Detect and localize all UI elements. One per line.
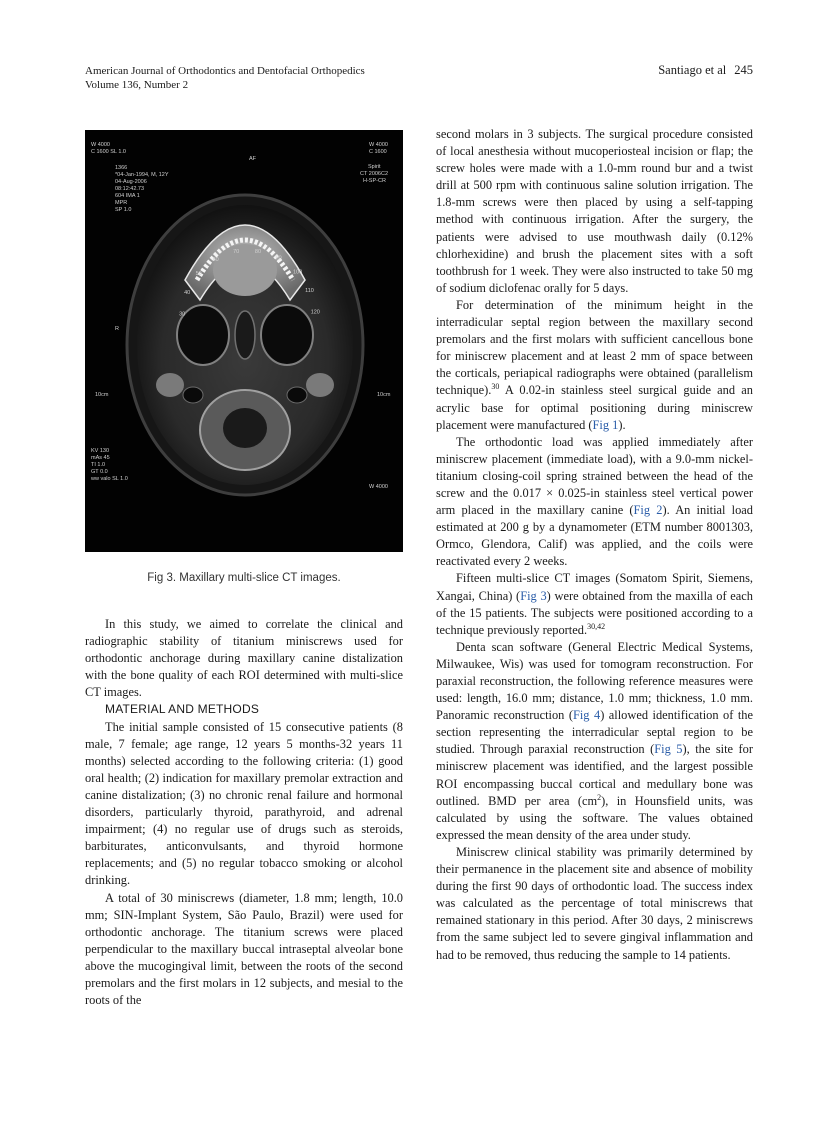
paragraph: For determination of the minimum height in the interradicular septal region between the maxillary second premolars and the first molars with sufficient cancellous bone for miniscrew placement and at least 2 mm of space between the corticals, periapical radiographs were obtained (parallelism technique).$^{30}$ A 0.02-in stainless steel surgical guide and an acrylic base for optimal positioning during miniscrew placement were manufactured (Fig 1).	[436, 297, 753, 432]
reference-marker[interactable]: 30	[491, 382, 500, 392]
tooth-number-label: 90	[275, 255, 282, 262]
figure-caption: Fig 3. Maxillary multi-slice CT images.	[147, 572, 341, 584]
overlay-scale-right: 10cm	[377, 392, 391, 398]
journal-title: American Journal of Orthodontics and Dentofacial Orthopedics	[85, 65, 365, 77]
overlay-info: *04-Jan-1994, M, 12Y	[115, 172, 169, 178]
page-number: 245	[734, 63, 753, 77]
tooth-number-label: 40	[184, 289, 191, 296]
overlay-info: SP 1.0	[115, 207, 132, 213]
paragraph: Fifteen multi-slice CT images (Somatom Spirit, Siemens, Xangai, China) (Fig 3) were obtained from the maxilla of each of the 15 patients. The subjects were positioned according to a technique previously reported.$^{30,42}$	[436, 571, 753, 637]
paragraph: Denta scan software (General Electric Medical Systems, Milwaukee, Wis) was used for tomogram reconstruction. For paraxial reconstruction, the following reference measures were used: length, 16.0 mm; distance, 1.0 mm; thickness, 1.0 mm. Panoramic reconstruction (Fig 4) allowed identification of the section representing the interradicular septal region to be studied. Through paraxial reconstruction (Fig 5), the site for miniscrew placement was identified, and the largest possible ROI encompassing buccal cortical and medullary bone was outlined. BMD per area $(cm^2)$, in Hounsfield units, was calculated by using the software. The values obtained expressed the mean density of the area under study.	[436, 639, 754, 842]
paragraph: The initial sample consisted of 15 consecutive patients (8 male, 7 female; age range, 12 years 5 months-32 years 11 months) selected according to the following criteria: (1) good oral health; (2) indication for maxillary premolar extraction and canine distalization; (3) no chronic renal failure and hormonal disorders, particularly thyroid, parathyroid, and adrenal impairment; (4) no regular use of drugs such as steroids, barbiturates, anticonvulsants, and thyroid hormone replacements; and (5) no regular tobacco smoking or alcohol drinking.	[85, 719, 403, 888]
reference-marker[interactable]: 30,42	[587, 621, 606, 631]
paragraph: second molars in 3 subjects. The surgical procedure consisted of local anesthesia without mucoperiosteal incision or flap; the screw holes were made with a 1.0-mm round bur and a twist drill at 500 rpm with continuous saline solution irrigation. The 1.8-mm screws were then placed by using a self-tapping method with continuous irrigation. After the surgery, the patients were advised to use mouthwash daily (0.12% chlorhexidine) and brush the placement sites with a soft toothbrush for 1 week. They were also instructed to take 50 mg of sodium diclofenac orally for 5 days.	[436, 127, 753, 295]
figure-link[interactable]: Fig 4	[572, 708, 601, 723]
section-heading: MATERIAL AND METHODS	[105, 702, 260, 717]
overlay-center-left: C 1600 SL 1.0	[91, 149, 126, 155]
left-column	[85, 616, 403, 1009]
tooth-number-label: 80	[254, 248, 262, 255]
figure-link[interactable]: Fig 5	[654, 742, 683, 757]
overlay-info: 04-Aug-2006	[115, 179, 147, 185]
ct-scan-image	[85, 130, 403, 552]
overlay-param: mAs 45	[91, 455, 110, 461]
intro-paragraph: In this study, we aimed to correlate the clinical and radiographic stability of titanium miniscrews used for orthodontic anchorage during maxillary canine distalization with the bone quality of each ROI determined with multi-slice CT images.	[85, 617, 403, 700]
running-header-left	[85, 64, 365, 92]
overlay-info: 08:12:42.73	[115, 186, 145, 192]
tooth-number-label: 100	[293, 269, 303, 276]
overlay-info: 604 IMA 1	[115, 193, 140, 199]
overlay-info: MPR	[115, 200, 128, 206]
figure-link[interactable]: Fig 3	[520, 588, 547, 603]
overlay-param: TI 1.0	[91, 462, 106, 468]
overlay-center-right: C 1600	[369, 149, 387, 155]
overlay-scanner: H-SP-CR	[363, 178, 386, 184]
tooth-number-label: 70	[233, 249, 240, 256]
figure-link[interactable]: Fig 1	[592, 417, 619, 432]
journal-volume: Volume 136, Number 2	[85, 79, 189, 91]
author-line: Santiago et al	[658, 63, 727, 77]
paragraph: Miniscrew clinical stability was primarily determined by their permanence in the placement site and absence of mobility during the first 90 days of orthodontic load. The success index was calculated as the percentage of total miniscrews that remained stationary in this period. After 30 days, 2 miniscrews from the same subject led to severe gingival inflammation and had to be removed, thus reducing the sample to 14 patients.	[436, 844, 753, 962]
running-header-right	[658, 63, 753, 78]
overlay-scanner: Spirit	[368, 164, 381, 170]
tooth-number-label: 30	[179, 311, 186, 318]
overlay-side-marker: R	[115, 326, 119, 332]
overlay-scanner: CT 2006C2	[360, 171, 389, 177]
overlay-info: 1366	[115, 165, 128, 171]
overlay-window-left: W 4000	[91, 142, 110, 148]
overlay-scale-left: 10cm	[95, 392, 109, 398]
ct-scan-figure	[85, 130, 403, 552]
paragraph: The orthodontic load was applied immediately after miniscrew placement (immediate load), with a 9.0-mm nickel-titanium closing-coil spring strained between the head of the screw and the 0.017 × 0.025-in stainless steel vertical power arm placed in the maxillary canine (Fig 2). An initial load estimated at 200 g by a dynamometer (ETM number 8001303, Ormco, Glendora, Calif) was applied, and the coils were reactivated every 2 weeks.	[436, 434, 753, 569]
paragraph: A total of 30 miniscrews (diameter, 1.8 mm; length, 10.0 mm; SIN-Implant System, São Paulo, Brazil) were used for orthodontic anchorage. The titanium screws were placed perpendicular to the maxillary buccal intraseptal alveolar bone above the mucogingival limit, between the roots of the second premolars and the first molars in 12 subjects, and mesial to the roots of the	[85, 890, 403, 1008]
overlay-param: KV 130	[91, 448, 110, 454]
tooth-number-label: 120	[310, 309, 320, 316]
overlay-window-right: W 4000	[369, 142, 388, 148]
overlay-orientation: AF	[249, 156, 257, 162]
tooth-number-label: 110	[305, 287, 314, 294]
figure-link[interactable]: Fig 2	[633, 503, 663, 518]
tooth-number-label: 60	[212, 256, 219, 263]
overlay-window-bottom: W 4000	[369, 484, 388, 490]
overlay-param: ww valo SL 1.0	[91, 476, 128, 482]
overlay-param: GT 0.0	[91, 469, 108, 475]
tooth-number-label: 50	[195, 270, 202, 277]
right-column	[436, 126, 753, 964]
